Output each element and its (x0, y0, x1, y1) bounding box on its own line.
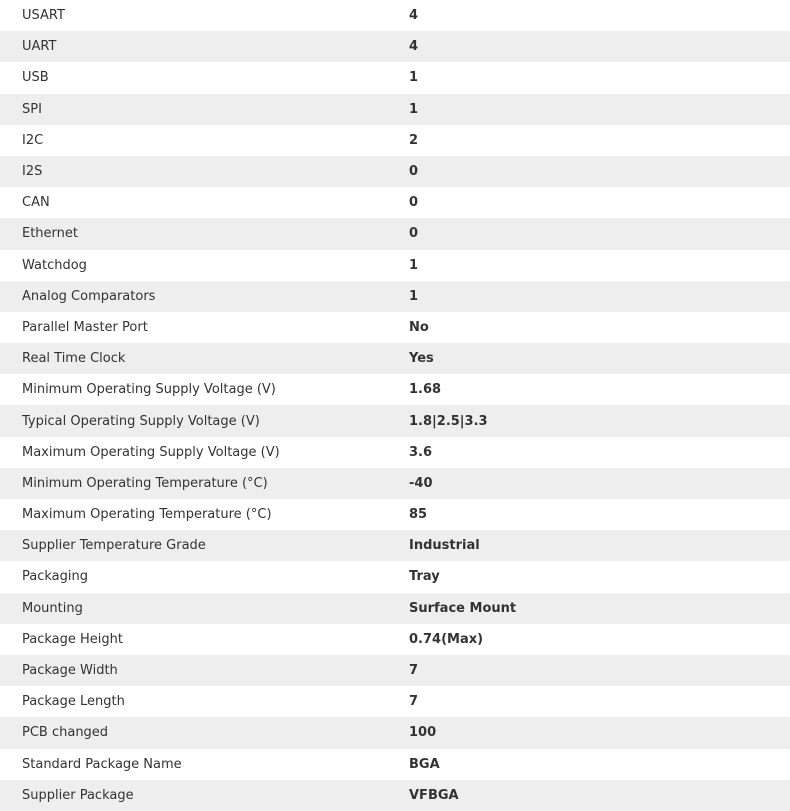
spec-label: Package Length (22, 694, 125, 710)
spec-row-i2c (0, 125, 790, 156)
spec-value: 4 (409, 8, 419, 24)
spec-label: Mounting (22, 600, 83, 616)
spec-value: 1.8|2.5|3.3 (409, 413, 488, 429)
spec-row-can (0, 187, 790, 218)
spec-label: Standard Package Name (22, 756, 182, 772)
spec-value: 0 (409, 195, 419, 211)
spec-row-mounting (0, 593, 790, 624)
spec-value: Surface Mount (409, 600, 517, 616)
spec-row-analog-comparators (0, 281, 790, 312)
spec-label: Ethernet (22, 226, 78, 242)
spec-value: Yes (409, 351, 434, 367)
spec-value: 7 (409, 663, 419, 679)
spec-row-min-operating-temperature (0, 468, 790, 499)
spec-row-spi (0, 94, 790, 125)
spec-row-usb (0, 62, 790, 93)
spec-label: Packaging (22, 569, 88, 585)
spec-label: Analog Comparators (22, 288, 156, 304)
spec-value: 1 (409, 70, 419, 86)
spec-value: 7 (409, 694, 419, 710)
spec-row-package-height (0, 624, 790, 655)
spec-label: Minimum Operating Supply Voltage (V) (22, 382, 276, 398)
spec-label: Supplier Package (22, 787, 134, 803)
spec-label: I2C (22, 132, 44, 148)
spec-value: Tray (409, 569, 440, 585)
spec-label: Supplier Temperature Grade (22, 538, 206, 554)
spec-row-temperature-grade (0, 530, 790, 561)
spec-value: 100 (409, 725, 437, 741)
spec-label: Real Time Clock (22, 351, 126, 367)
spec-label: Watchdog (22, 257, 87, 273)
spec-label: USB (22, 70, 49, 86)
spec-value: 1 (409, 288, 419, 304)
spec-row-i2s (0, 156, 790, 187)
spec-value: 0.74(Max) (409, 631, 484, 647)
spec-value: 1 (409, 101, 419, 117)
spec-label: UART (22, 39, 57, 55)
spec-row-package-width (0, 655, 790, 686)
spec-label: CAN (22, 195, 50, 211)
spec-row-max-operating-temperature (0, 499, 790, 530)
spec-label: Minimum Operating Temperature (°C) (22, 475, 268, 491)
spec-label: USART (22, 8, 65, 24)
spec-value: -40 (409, 475, 433, 491)
spec-row-max-supply-voltage (0, 437, 790, 468)
spec-value: BGA (409, 756, 440, 772)
spec-label: Typical Operating Supply Voltage (V) (22, 413, 260, 429)
spec-row-watchdog (0, 250, 790, 281)
spec-row-packaging (0, 561, 790, 592)
spec-label: I2S (22, 164, 43, 180)
spec-row-pcb-changed (0, 717, 790, 748)
spec-value: VFBGA (409, 787, 459, 803)
spec-row-typical-supply-voltage (0, 405, 790, 436)
spec-label: Maximum Operating Supply Voltage (V) (22, 444, 280, 460)
spec-value: No (409, 319, 429, 335)
spec-value: 1.68 (409, 382, 442, 398)
spec-value: 2 (409, 132, 419, 148)
spec-row-parallel-master-port (0, 312, 790, 343)
spec-row-package-length (0, 686, 790, 717)
spec-value: 3.6 (409, 444, 433, 460)
spec-label: Package Height (22, 631, 123, 647)
spec-value: 4 (409, 39, 419, 55)
spec-row-standard-package-name (0, 749, 790, 780)
spec-row-min-supply-voltage (0, 374, 790, 405)
spec-value: 85 (409, 507, 428, 523)
spec-row-uart (0, 31, 790, 62)
spec-label: Package Width (22, 663, 118, 679)
spec-value: Industrial (409, 538, 480, 554)
spec-label: Parallel Master Port (22, 319, 148, 335)
spec-label: SPI (22, 101, 42, 117)
spec-value: 0 (409, 164, 419, 180)
spec-row-supplier-package (0, 780, 790, 811)
spec-label: Maximum Operating Temperature (°C) (22, 507, 272, 523)
spec-row-ethernet (0, 218, 790, 249)
spec-row-usart (0, 0, 790, 31)
spec-value: 0 (409, 226, 419, 242)
spec-label: PCB changed (22, 725, 109, 741)
spec-value: 1 (409, 257, 419, 273)
spec-row-real-time-clock (0, 343, 790, 374)
